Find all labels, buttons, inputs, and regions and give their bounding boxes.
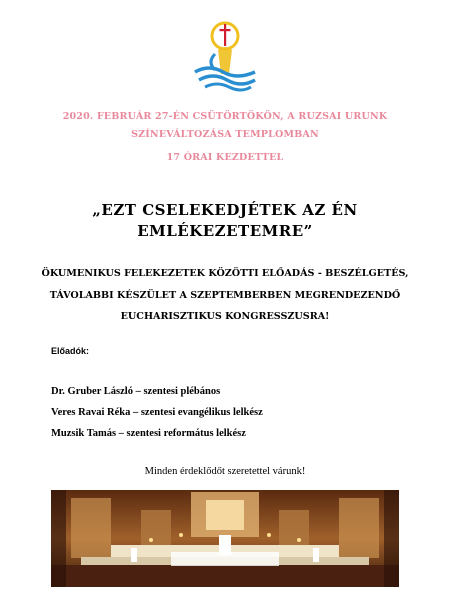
title-line-1: „EZT CSELEKEDJÉTEK AZ ÉN (92, 201, 358, 219)
event-date-line: 2020. FEBRUÁR 27-ÉN CSÜTÖRTÖKÖN, A RUZSAI URUNK (62, 111, 388, 122)
subtitle-line-3: EUCHARISZTIKUS KONGRESSZUSRA! (120, 311, 330, 322)
speaker-item: Veres Ravai Réka – szentesi evangélikus lelkész (51, 407, 263, 418)
eucharistic-congress-logo (185, 14, 265, 94)
event-location-line: SZÍNEVÁLTOZÁSA TEMPLOMBAN (131, 129, 319, 140)
subtitle-line-2: TÁVOLABBI KÉSZÜLET A SZEPTEMBERBEN MEGRENDEZENDŐ (49, 290, 401, 301)
event-time-line: 17 ÓRAI KEZDETTEL (166, 152, 284, 163)
subtitle-line-1: ÖKUMENIKUS FELEKEZETEK KÖZÖTTI ELŐADÁS - BESZÉLGETÉS, (41, 268, 409, 279)
title-line-2: EMLÉKEZETEMRE” (137, 222, 313, 240)
speaker-item: Dr. Gruber László – szentesi plébános (51, 386, 221, 397)
speakers-label: Előadók: (51, 346, 90, 356)
church-altar-photo (51, 490, 399, 587)
speaker-item: Muzsik Tamás – szentesi református lelkész (51, 428, 246, 439)
invitation-text: Minden érdeklődőt szeretettel várunk! (144, 466, 306, 477)
